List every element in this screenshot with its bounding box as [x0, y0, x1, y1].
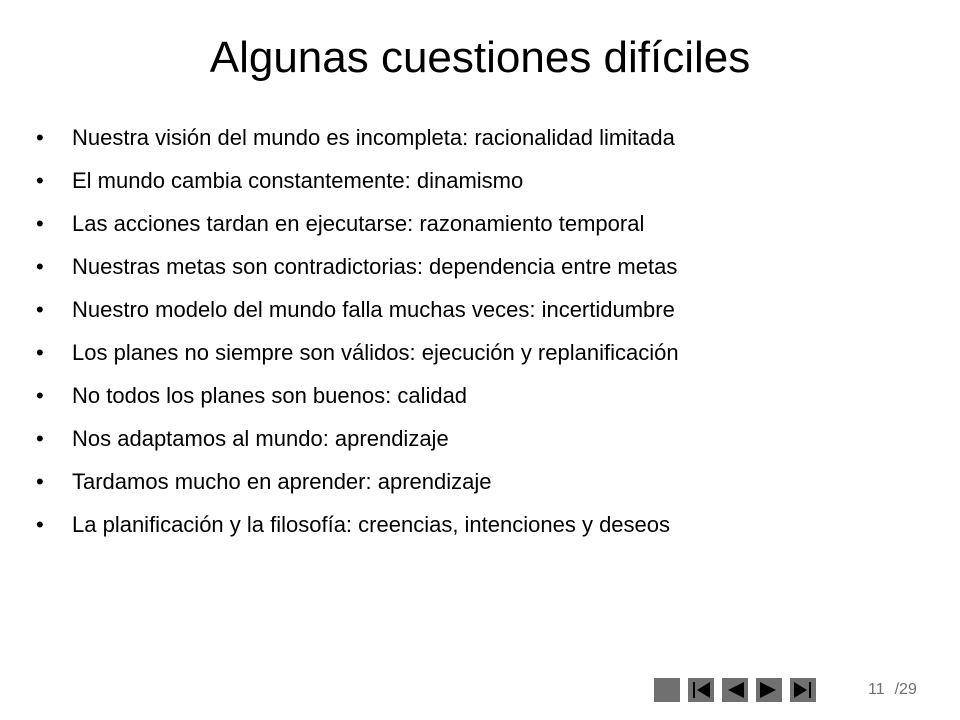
bullet-item [36, 460, 936, 503]
bullet-item [36, 288, 936, 331]
last-slide-button[interactable] [790, 678, 816, 702]
bullet-text: Nuestra visión del mundo es incompleta: racionalidad limitada [72, 125, 675, 150]
bullet-marker: • [36, 469, 44, 494]
bullet-text: Nos adaptamos al mundo: aprendizaje [72, 426, 449, 451]
bullet-marker: • [36, 426, 44, 451]
slide-navigation [654, 678, 824, 702]
current-page-number: 11 [868, 681, 885, 698]
bullet-text: Las acciones tardan en ejecutarse: razonamiento temporal [72, 211, 645, 236]
bullet-text: El mundo cambia constantemente: dinamismo [72, 168, 524, 193]
bullet-item [36, 159, 936, 202]
bullet-marker: • [36, 168, 44, 193]
bullet-item [36, 202, 936, 245]
page-counter [868, 678, 917, 702]
bullet-marker: • [36, 254, 44, 279]
first-slide-button[interactable] [688, 678, 714, 702]
bullet-text: No todos los planes son buenos: calidad [72, 383, 468, 408]
bullet-marker: • [36, 211, 44, 236]
blank-square-icon [654, 678, 680, 702]
bullet-text: Tardamos mucho en aprender: aprendizaje [72, 469, 492, 494]
bullet-marker: • [36, 125, 44, 150]
previous-slide-icon [722, 678, 748, 702]
blank-nav-button[interactable] [654, 678, 680, 702]
bullet-text: Nuestro modelo del mundo falla muchas veces: incertidumbre [72, 297, 675, 322]
first-slide-icon [688, 678, 714, 702]
bullet-text: La planificación y la filosofía: creencias, intenciones y deseos [72, 512, 671, 537]
bullet-marker: • [36, 297, 44, 322]
bullet-item [36, 116, 936, 159]
bullet-item [36, 374, 936, 417]
total-pages-label: /29 [894, 681, 917, 698]
previous-slide-button[interactable] [722, 678, 748, 702]
bullet-item [36, 417, 936, 460]
bullet-item [36, 331, 936, 374]
bullet-marker: • [36, 340, 44, 365]
bullet-marker: • [36, 383, 44, 408]
bullet-item [36, 503, 936, 546]
bullet-list [36, 116, 936, 546]
bullet-marker: • [36, 512, 44, 537]
bullet-text: Los planes no siempre son válidos: ejecución y replanificación [72, 340, 679, 365]
last-slide-icon [790, 678, 816, 702]
bullet-item [36, 245, 936, 288]
slide-title: Algunas cuestiones difíciles [209, 33, 751, 82]
bullet-text: Nuestras metas son contradictorias: dependencia entre metas [72, 254, 678, 279]
next-slide-icon [756, 678, 782, 702]
next-slide-button[interactable] [756, 678, 782, 702]
